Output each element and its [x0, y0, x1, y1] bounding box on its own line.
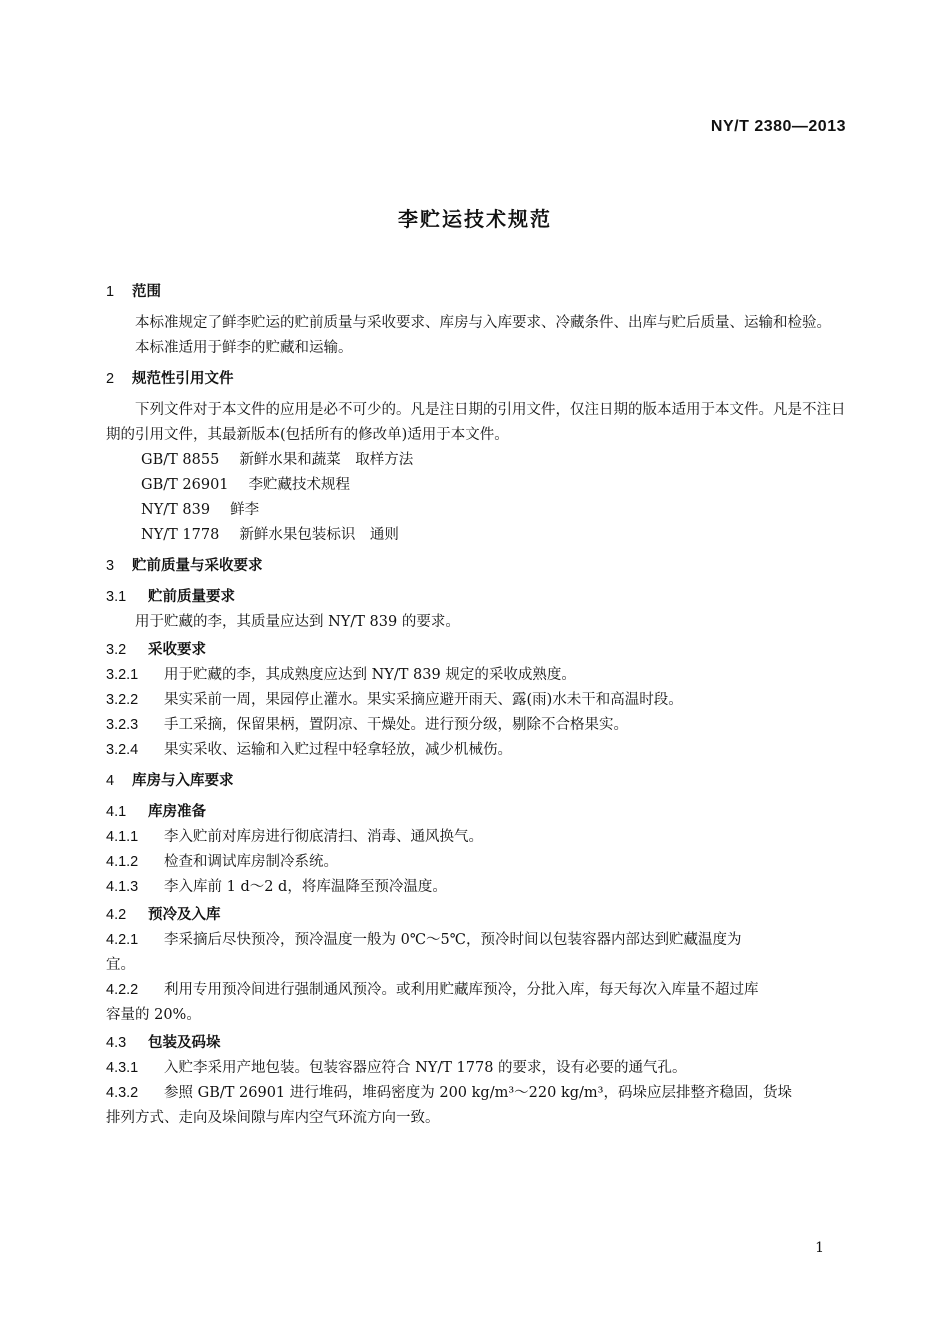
- scope-paragraph-2: 本标准适用于鲜李的贮藏和运输。: [135, 340, 353, 356]
- clause-text: 果实采前一周，果园停止灌水。果实采摘应避开雨天、露(雨)水未干和高温时段。: [164, 692, 683, 708]
- clause-text: 检查和调试库房制冷系统。: [164, 854, 338, 870]
- section-title: 范围: [132, 284, 161, 300]
- reference-code: NY/T 1778: [141, 527, 220, 543]
- section-number: 1: [106, 284, 115, 300]
- clause-number: 3.2.2: [106, 692, 139, 708]
- clause-text: 用于贮藏的李，其质量应达到 NY/T 839 的要求。: [135, 614, 460, 630]
- clause-number: 3.2.3: [106, 717, 139, 733]
- reference-name: 新鲜水果包装标识 通则: [239, 527, 399, 543]
- standard-code: NY/T 2380—2013: [710, 118, 846, 135]
- clause-continuation: 排列方式、走向及垛间隙与库内空气环流方向一致。: [106, 1110, 440, 1126]
- section-heading-3: [106, 554, 846, 579]
- section-heading-2: [106, 367, 846, 392]
- clause-4-3-1: [106, 1056, 846, 1081]
- subsection-title: 预冷及入库: [148, 907, 221, 923]
- clause-4-1-2: [106, 850, 846, 875]
- clause-number: 4.2.2: [106, 982, 139, 998]
- clause-text: 入贮李采用产地包装。包装容器应符合 NY/T 1778 的要求，设有必要的通气孔。: [164, 1060, 687, 1076]
- subsection-heading-3-2: [106, 638, 846, 663]
- subsection-heading-3-1: [106, 585, 846, 610]
- clause-number: 4.1.3: [106, 879, 139, 895]
- subsection-number: 4.1: [106, 804, 127, 820]
- reference-item: [106, 523, 846, 548]
- reference-name: 新鲜水果和蔬菜 取样方法: [239, 452, 414, 468]
- reference-item: [106, 448, 846, 473]
- clause-continuation: 容量的 20%。: [106, 1007, 201, 1023]
- clause-number: 4.1.1: [106, 829, 139, 845]
- subsection-title: 包装及码垛: [148, 1035, 221, 1051]
- clause-text: 用于贮藏的李，其成熟度应达到 NY/T 839 规定的采收成熟度。: [164, 667, 576, 683]
- reference-code: NY/T 839: [141, 502, 211, 518]
- reference-name: 李贮藏技术规程: [248, 477, 351, 493]
- subsection-heading-4-2: [106, 903, 846, 928]
- reference-code: GB/T 26901: [141, 477, 229, 493]
- subsection-number: 4.3: [106, 1035, 127, 1051]
- clause-number: 3.2.1: [106, 667, 139, 683]
- document-title: 李贮运技术规范: [398, 207, 552, 231]
- clause-3-2-3: [106, 713, 846, 738]
- clause-text: 果实采收、运输和入贮过程中轻拿轻放，减少机械伤。: [164, 742, 512, 758]
- clause-4-1-1: [106, 825, 846, 850]
- clause-3-2-2: [106, 688, 846, 713]
- section-number: 3: [106, 558, 115, 574]
- clause-number: 4.3.2: [106, 1085, 139, 1101]
- document-body: [106, 274, 846, 1131]
- clause-text: 李采摘后尽快预冷，预冷温度一般为 0℃～5℃，预冷时间以包装容器内部达到贮藏温度为: [164, 932, 742, 948]
- clause-3-2-1: [106, 663, 846, 688]
- clause-text: 李入库前 1 d～2 d，将库温降至预冷温度。: [164, 879, 447, 895]
- section-title: 库房与入库要求: [132, 773, 234, 789]
- clause-number: 3.2.4: [106, 742, 139, 758]
- references-intro: 下列文件对于本文件的应用是必不可少的。凡是注日期的引用文件，仅注日期的版本适用于本文件。凡是不注日期的引用文件，其最新版本(包括所有的修改单)适用于本文件。: [106, 402, 846, 443]
- subsection-heading-4-3: [106, 1031, 846, 1056]
- clause-text: 李入贮前对库房进行彻底清扫、消毒、通风换气。: [164, 829, 483, 845]
- clause-text: 手工采摘，保留果柄，置阴凉、干燥处。进行预分级，剔除不合格果实。: [164, 717, 628, 733]
- subsection-title: 库房准备: [148, 804, 206, 820]
- section-heading-4: [106, 769, 846, 794]
- clause-4-2-2: [106, 978, 846, 1003]
- section-number: 2: [106, 371, 115, 387]
- clause-4-1-3: [106, 875, 846, 900]
- scope-paragraph-1: 本标准规定了鲜李贮运的贮前质量与采收要求、库房与入库要求、冷藏条件、出库与贮后质量、运输和检验。: [135, 315, 831, 331]
- clause-number: 4.3.1: [106, 1060, 139, 1076]
- clause-text: 参照 GB/T 26901 进行堆码，堆码密度为 200 kg/m³～220 kg/m³，码垛应层排整齐稳固，货垛: [164, 1085, 792, 1101]
- subsection-title: 贮前质量要求: [148, 589, 235, 605]
- section-number: 4: [106, 773, 115, 789]
- subsection-number: 3.2: [106, 642, 127, 658]
- clause-3-2-4: [106, 738, 846, 763]
- section-heading-1: [106, 280, 846, 305]
- reference-item: [106, 498, 846, 523]
- reference-code: GB/T 8855: [141, 452, 220, 468]
- clause-4-3-2: [106, 1081, 846, 1106]
- clause-number: 4.2.1: [106, 932, 139, 948]
- clause-text: 利用专用预冷间进行强制通风预冷。或利用贮藏库预冷，分批入库，每天每次入库量不超过库: [164, 982, 759, 998]
- clause-continuation: 宜。: [106, 957, 135, 973]
- subsection-number: 3.1: [106, 589, 127, 605]
- clause-number: 4.1.2: [106, 854, 139, 870]
- reference-name: 鲜李: [230, 502, 260, 518]
- reference-item: [106, 473, 846, 498]
- subsection-heading-4-1: [106, 800, 846, 825]
- subsection-title: 采收要求: [148, 642, 206, 658]
- page-number: 1: [815, 1240, 824, 1256]
- clause-4-2-1: [106, 928, 846, 953]
- section-title: 规范性引用文件: [132, 371, 234, 387]
- section-title: 贮前质量与采收要求: [132, 558, 263, 574]
- subsection-number: 4.2: [106, 907, 127, 923]
